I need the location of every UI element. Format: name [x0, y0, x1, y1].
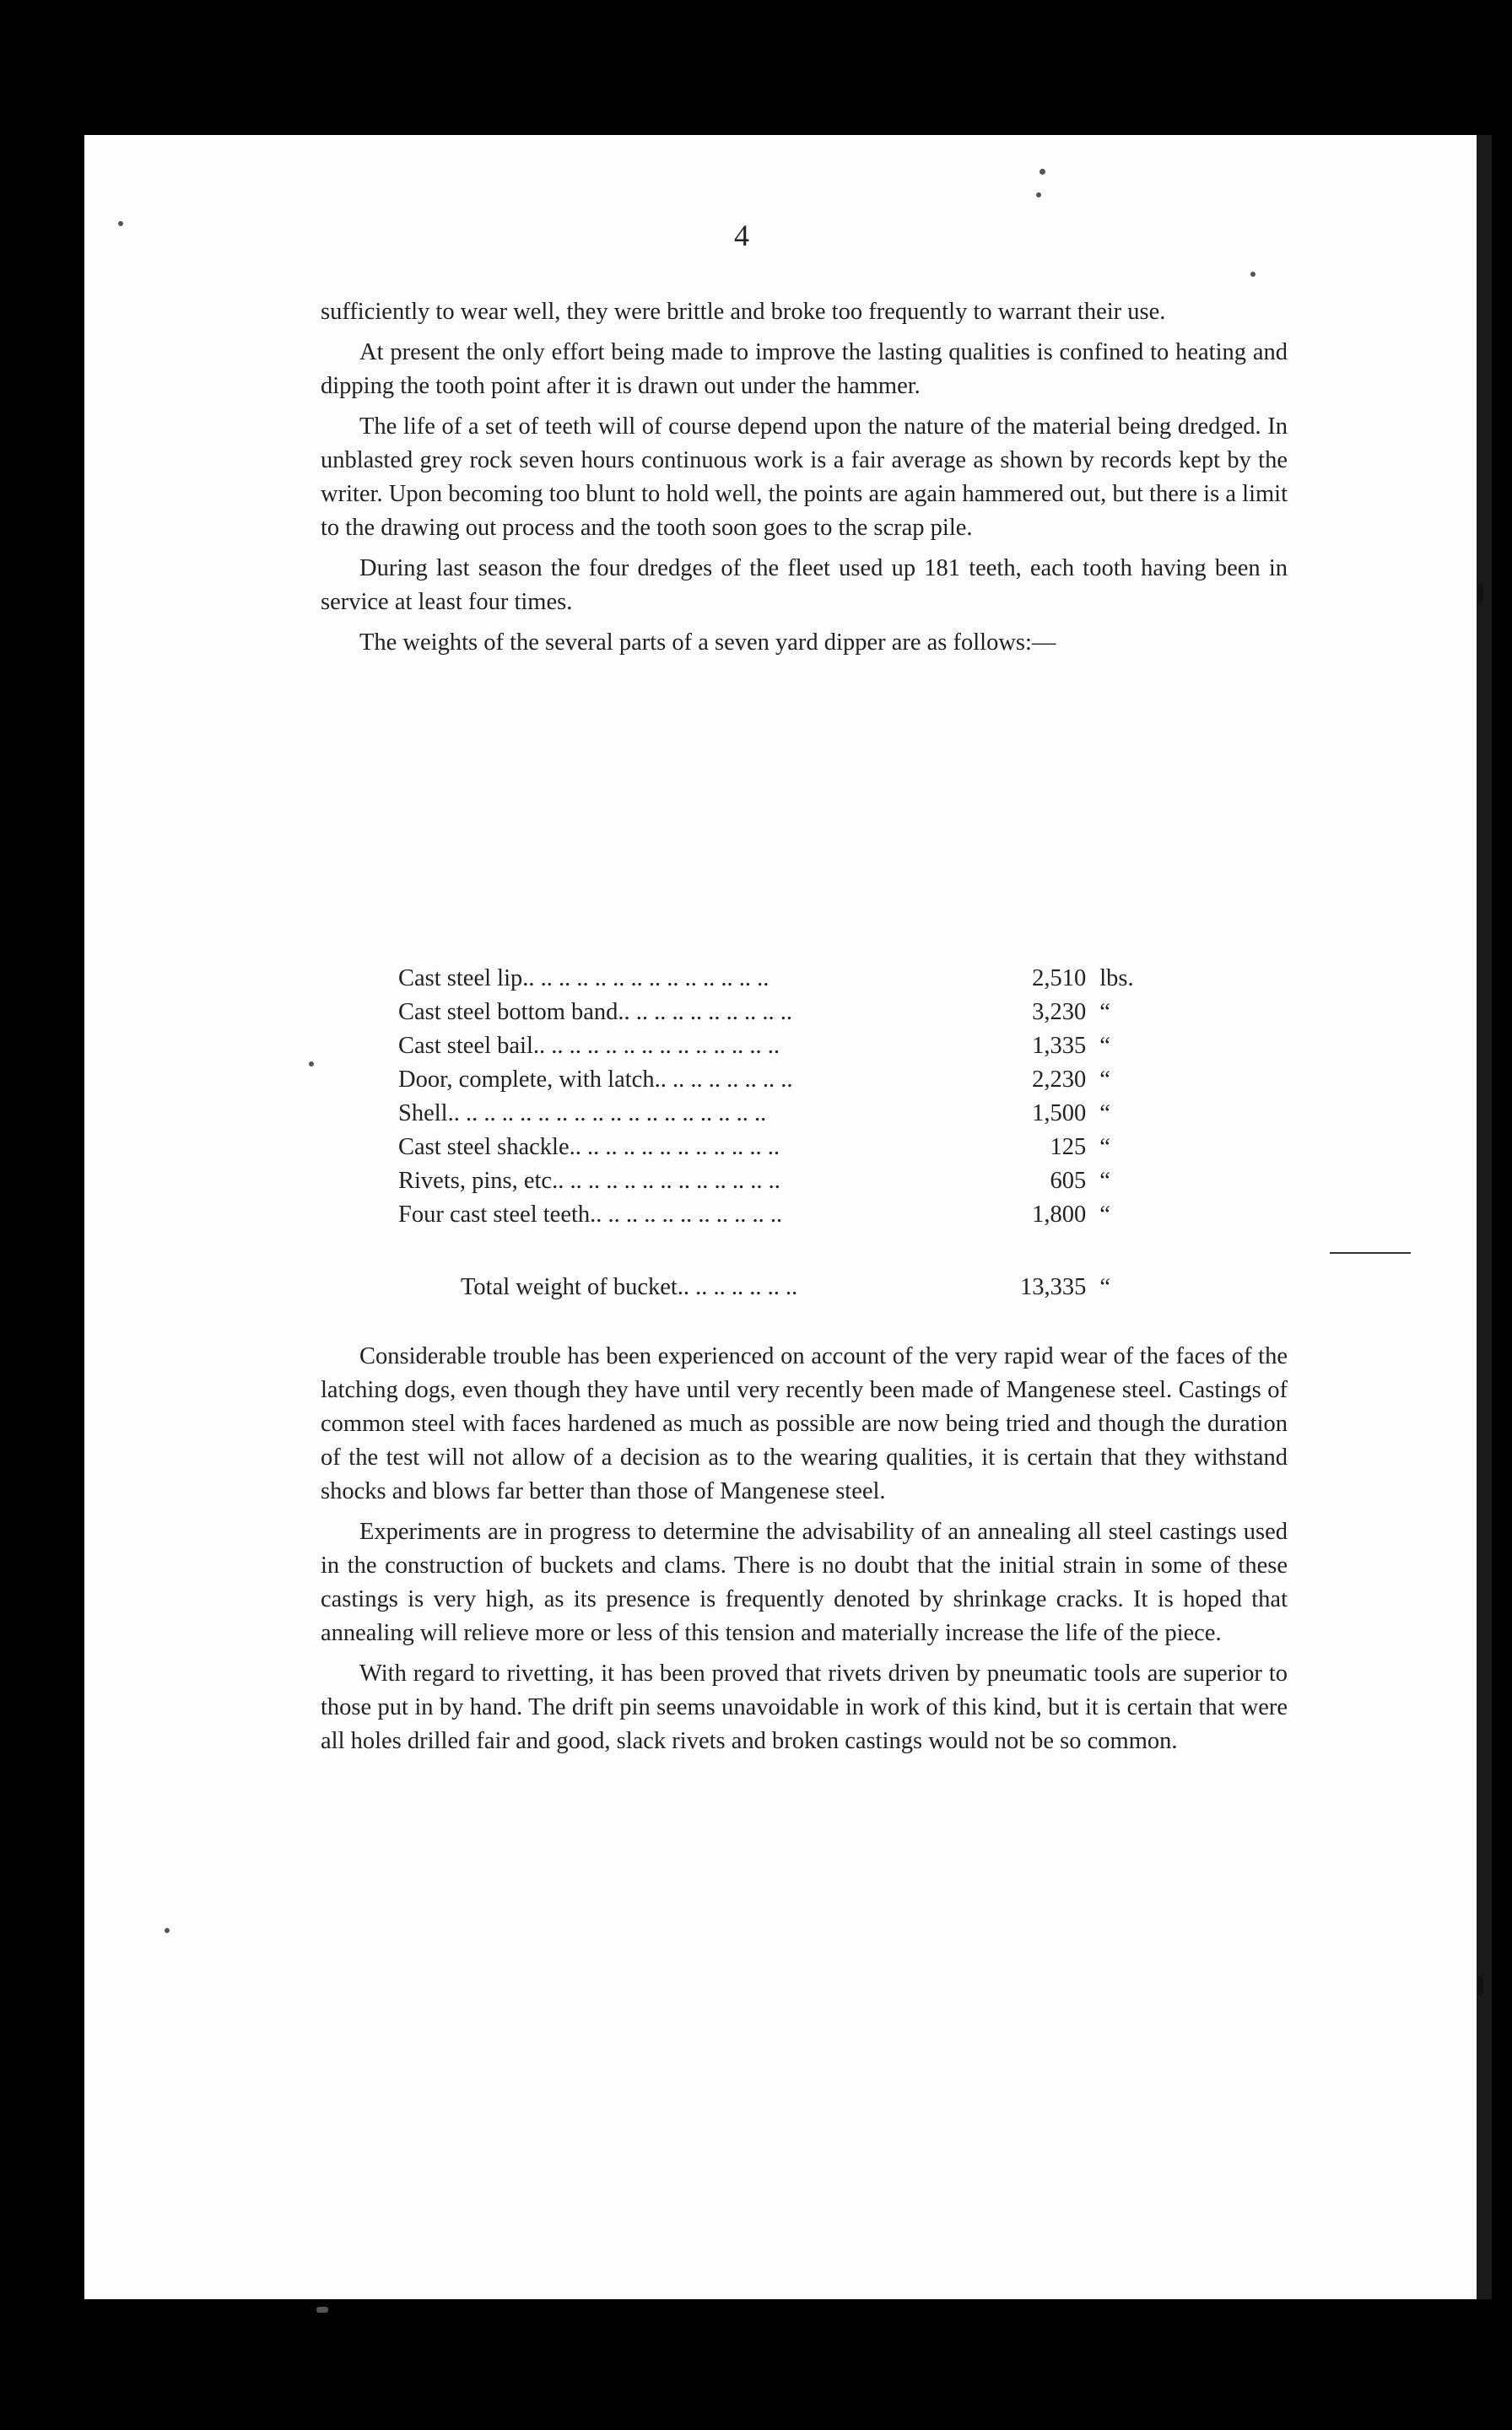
- page-number: 4: [734, 219, 749, 252]
- weights-item: Shell.. .. .. .. .. .. .. .. .. .. .. .. .. .. .. .. .. ..: [398, 1100, 767, 1126]
- weights-row: [398, 996, 1158, 1029]
- weights-value: 3,230: [1032, 999, 1087, 1025]
- dust-speck: [1036, 192, 1041, 197]
- total-value: 13,335: [1019, 1274, 1087, 1300]
- paragraph: Experiments are in progress to determine the advisability of an annealing all steel castings used in the construction of buckets and clams. There is no doubt that the initial strain in some of these castings is very high, as its presence is frequently denoted by shrinkage cracks. It is hoped that annealing will relieve more or less of this tension and materially increase the life of the piece.: [321, 1519, 1288, 1646]
- weights-unit: lbs.: [1099, 965, 1134, 991]
- weights-row: [398, 1198, 1158, 1232]
- weights-table: [398, 962, 1158, 1232]
- paragraph: The life of a set of teeth will of course depend upon the nature of the material being dredged. In unblasted grey rock seven hours continuous work is a fair average as shown by records kept by the writer. Upon becoming too blunt to hold well, the points are again hammered out, but there is a limit to the drawing out process and the tooth soon goes to the scrap pile.: [321, 413, 1288, 541]
- page-edge-shadow: [1477, 135, 1492, 2299]
- weights-unit: “: [1099, 999, 1110, 1025]
- weights-unit: “: [1099, 1033, 1110, 1059]
- paragraph: sufficiently to wear well, they were brittle and broke too frequently to warrant their use.: [321, 299, 1166, 325]
- weights-unit: “: [1099, 1100, 1110, 1126]
- weights-row: [398, 962, 1158, 996]
- dust-speck: [118, 221, 123, 226]
- dust-speck: [316, 2307, 328, 2313]
- weights-item: Rivets, pins, etc.. .. .. .. .. .. .. .. .. .. .. .. ..: [398, 1168, 780, 1194]
- upper-paragraphs: [321, 295, 1288, 667]
- paragraph: At present the only effort being made to improve the lasting qualities is confined to heating and dipping the tooth point after it is drawn out under the hammer.: [321, 339, 1288, 399]
- weights-row: [398, 1097, 1158, 1131]
- weights-item: Cast steel shackle.. .. .. .. .. .. .. .. .. .. .. ..: [398, 1134, 780, 1160]
- weights-item: Cast steel lip.. .. .. .. .. .. .. .. .. .. .. .. .. ..: [398, 965, 770, 991]
- weights-value: 605: [1050, 1168, 1087, 1194]
- weights-row: [398, 1131, 1158, 1164]
- dust-speck: [1478, 585, 1483, 602]
- weights-unit: “: [1099, 1202, 1110, 1228]
- dust-speck: [1478, 1976, 1483, 1996]
- total-label: Total weight of bucket.. .. .. .. .. .. ..: [461, 1274, 798, 1300]
- dust-speck: [1040, 169, 1045, 175]
- weights-value: 125: [1050, 1134, 1087, 1160]
- weights-value: 2,230: [1032, 1066, 1087, 1093]
- total-unit: “: [1099, 1274, 1111, 1300]
- weights-item: Door, complete, with latch.. .. .. .. .. .. .. ..: [398, 1066, 793, 1093]
- paragraph: Considerable trouble has been experienced on account of the very rapid wear of the faces of the latching dogs, even though they have until very recently been made of Mangenese steel. Castings of common steel with faces hardened as much as possible are now being tried and though the duration of the test will not allow of a decision as to the wearing qualities, it is certain that they withstand shocks and blows far better than those of Mangenese steel.: [321, 1343, 1288, 1504]
- dust-speck: [1250, 272, 1256, 277]
- weights-unit: “: [1099, 1134, 1110, 1160]
- weights-unit: “: [1099, 1168, 1110, 1194]
- weights-unit: “: [1099, 1066, 1110, 1093]
- lower-paragraphs: [321, 1340, 1288, 1765]
- dust-speck: [309, 1061, 314, 1066]
- weights-row: [398, 1063, 1158, 1097]
- total-rule: [1330, 1252, 1411, 1254]
- weights-row: [398, 1164, 1158, 1198]
- weights-value: 1,800: [1032, 1202, 1087, 1228]
- paragraph: With regard to rivetting, it has been proved that rivets driven by pneumatic tools are superior to those put in by hand. The drift pin seems unavoidable in work of this kind, but it is certain that were all holes drilled fair and good, slack rivets and broken castings would not be so common.: [321, 1660, 1288, 1754]
- weights-value: 1,335: [1032, 1033, 1087, 1059]
- total-row: [398, 1271, 1158, 1304]
- weights-item: Four cast steel teeth.. .. .. .. .. .. .. .. .. .. ..: [398, 1202, 783, 1228]
- paragraph: The weights of the several parts of a seven yard dipper are as follows:—: [359, 629, 1056, 656]
- dust-speck: [165, 1928, 170, 1933]
- paragraph: During last season the four dredges of the fleet used up 181 teeth, each tooth having been in service at least four times.: [321, 555, 1288, 615]
- weights-value: 2,510: [1032, 965, 1087, 991]
- weights-item: Cast steel bottom band.. .. .. .. .. .. .. .. .. ..: [398, 999, 793, 1025]
- weights-value: 1,500: [1032, 1100, 1087, 1126]
- weights-item: Cast steel bail.. .. .. .. .. .. .. .. .. .. .. .. .. ..: [398, 1033, 780, 1059]
- weights-row: [398, 1029, 1158, 1063]
